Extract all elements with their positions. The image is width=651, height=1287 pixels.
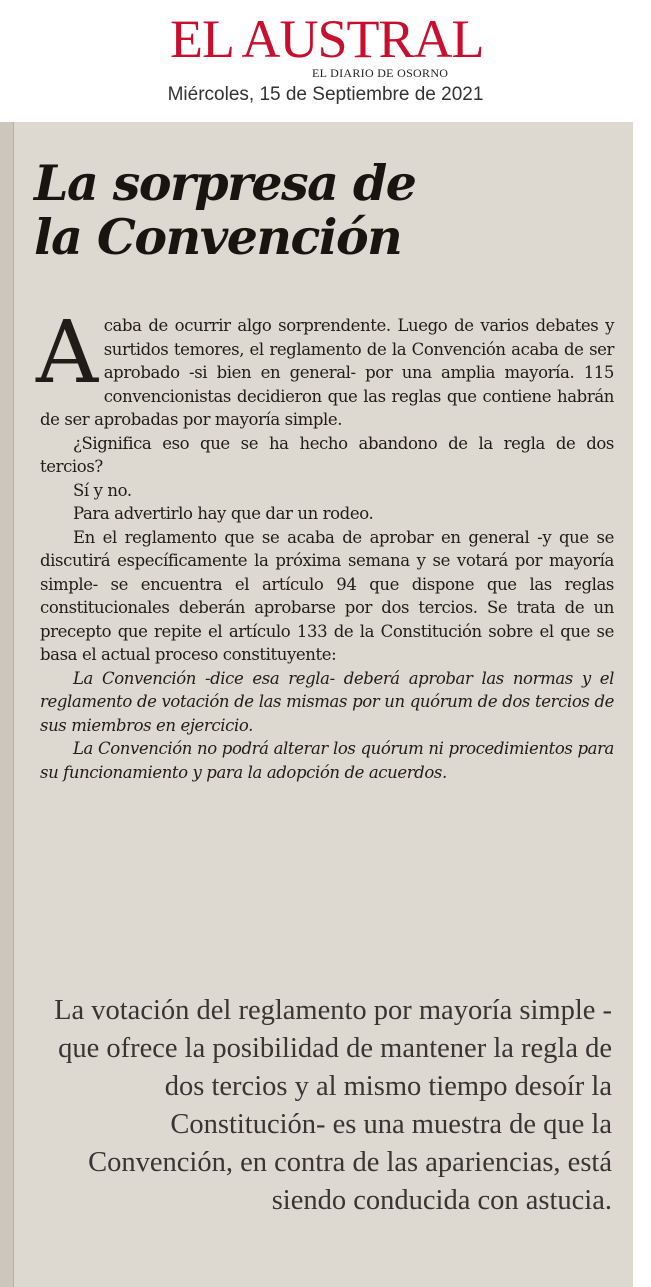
publication-date: Miércoles, 15 de Septiembre de 2021 (167, 84, 484, 105)
right-margin (633, 122, 651, 1287)
article-body (36, 303, 614, 784)
quoted-rule-1: La Convención -dice esa regla- deberá aprobar las normas y el reglamento de votación de las mismas por un quórum de dos tercios de sus miembros en ejercicio. (40, 668, 614, 735)
article-headline (34, 156, 624, 264)
paragraph-3: Sí y no. (73, 480, 132, 500)
drop-cap: A (36, 303, 98, 403)
paragraph-2: ¿Significa eso que se ha hecho abandono de la regla de dos tercios? (40, 433, 614, 476)
article-page (0, 122, 651, 1287)
pull-quote: La votación del reglamento por mayoría simple -que ofrece la posibilidad de mantener la regla de dos tercios y al mismo tiempo desoír la Constitución- es una muestra de que la Convención, en contra de las apariencias, está siendo conducida con astucia. (54, 995, 612, 1216)
left-margin-strip (0, 122, 13, 1287)
newspaper-logo: EL AUSTRAL (170, 9, 484, 69)
masthead-header (0, 0, 651, 122)
paragraph-4: Para advertirlo hay que dar un rodeo. (73, 504, 374, 523)
quoted-rule-2: La Convención no podrá alterar los quórum ni procedimientos para su funcionamiento y para la adopción de acuerdos. (40, 739, 614, 782)
margin-rule (13, 122, 14, 1287)
headline-line-1: La sorpresa de (34, 154, 416, 212)
paragraph-1-text: caba de ocurrir algo sorprendente. Luego de varios debates y surtidos temores, el reglamento de la Convención acaba de ser aprobado -si bien en general- por una amplia mayoría. 115 convencionistas decidieron que las reglas que contiene habrán de ser aprobadas por mayoría simple. (40, 316, 614, 429)
newspaper-subtitle: EL DIARIO DE OSORNO (312, 66, 449, 80)
headline-line-2: la Convención (34, 208, 402, 266)
paragraph-1 (36, 303, 614, 432)
paragraph-5: En el reglamento que se acaba de aprobar en general -y que se discutirá específicamente la próxima semana y se votará por mayoría simple- se encuentra el artículo 94 que dispone que las reglas constitucionales deberán aprobarse por dos tercios. Se trata de un precepto que repite el artículo 133 de la Constitución sobre el que se basa el actual proceso constituyente: (40, 527, 614, 664)
